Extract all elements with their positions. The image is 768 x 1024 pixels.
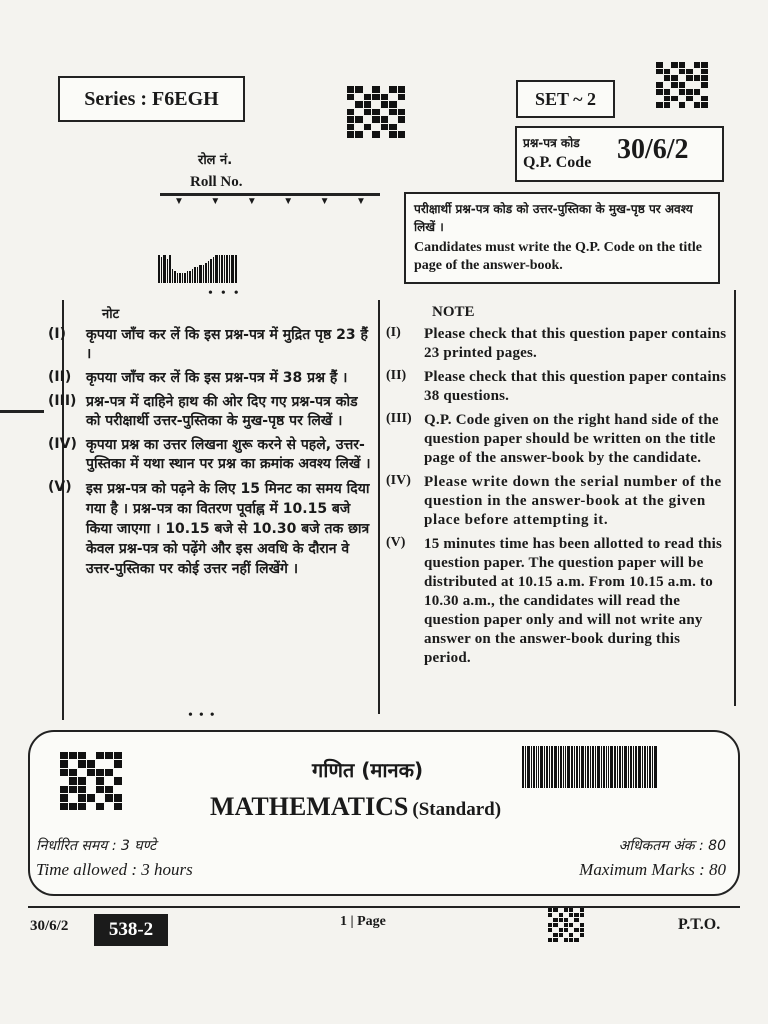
barcode-large-icon	[522, 746, 657, 788]
qr-code-corner-icon	[656, 62, 708, 108]
list-item: (II) Please check that this question paper contains 38 questions.	[386, 368, 727, 404]
list-item: (III) Q.P. Code given on the right hand side of the question paper should be written on the title page of the answer-book by the candidate.	[386, 411, 719, 466]
qp-code-label-hi: प्रश्न-पत्र कोड	[523, 136, 580, 150]
right-column-border	[734, 290, 736, 706]
notes-english-heading: NOTE	[432, 304, 475, 320]
footer-badge: 538-2	[94, 914, 168, 946]
subject-title-hi: गणित (मानक)	[312, 758, 424, 782]
qr-code-subject-icon	[60, 752, 122, 810]
list-item: (IV) Please write down the serial number of the question in the answer-book at the given place before attempting it.	[386, 473, 722, 528]
barcode-small-icon	[158, 255, 237, 283]
candidate-note-box	[404, 192, 720, 284]
qp-code-label-en: Q.P. Code	[523, 154, 592, 171]
list-item: (V) 15 minutes time has been allotted to read this question paper. The question paper will be distributed at 10.15 a.m. From 10.15 a.m. to 10.30 a.m., the candidates will read the question paper only and will not write any answer on the answer-book during this period.	[386, 535, 723, 666]
qr-code-icon	[347, 86, 405, 138]
margin-mark	[0, 410, 44, 413]
qp-code-box	[515, 126, 724, 182]
candidate-note-en: Candidates must write the Q.P. Code on the title page of the answer-book.	[414, 240, 703, 273]
max-marks-en: Maximum Marks : 80	[579, 860, 726, 879]
time-allowed-en: Time allowed : 3 hours	[36, 860, 193, 879]
notes-english	[386, 304, 730, 673]
set-box: SET ~ 2	[516, 80, 615, 118]
dots-decoration: •••	[188, 708, 221, 723]
list-item: (III) प्रश्न-पत्र में दाहिने हाथ की ओर दिए गए प्रश्न-पत्र कोड को परीक्षार्थी उत्तर-पुस्तिका के मुख-पृष्ठ पर लिखें ।	[48, 393, 358, 429]
list-item: (V) इस प्रश्न-पत्र को पढ़ने के लिए 15 मिनट का समय दिया गया है । प्रश्न-पत्र का वितरण पूर्वाह्न में 10.15 बजे किया जाएगा । 10.15 बजे से 10.30 बजे तक छात्र केवल प्रश्न-पत्र को पढ़ेंगे और इस अवधि के दौरान वे उत्तर-पुस्तिका पर कोई उत्तर नहीं लिखेंगे ।	[48, 479, 370, 577]
page-number: 1 | Page	[340, 914, 386, 929]
subject-title-en-sub: (Standard)	[412, 799, 502, 820]
roll-number-boxes: ▼ ▼ ▼ ▼ ▼ ▼	[160, 193, 380, 218]
candidate-note-hi: परीक्षार्थी प्रश्न-पत्र कोड को उत्तर-पुस्तिका के मुख-पृष्ठ पर अवश्य लिखें ।	[414, 202, 693, 234]
footer-rule	[28, 906, 740, 908]
footer-code: 30/6/2	[30, 918, 69, 934]
roll-label-hi: रोल नं.	[198, 153, 233, 168]
subject-title	[210, 792, 501, 822]
roll-label-en: Roll No.	[190, 174, 243, 190]
list-item: (IV) कृपया प्रश्न का उत्तर लिखना शुरू करने से पहले, उत्तर-पुस्तिका में यथा स्थान पर प्रश्न का क्रमांक अवश्य लिखें ।	[48, 436, 371, 472]
list-item: (I) Please check that this question paper contains 23 printed pages.	[386, 325, 727, 361]
time-allowed-hi: निर्धारित समय : 3 घण्टे	[36, 838, 157, 854]
pto-label: P.T.O.	[678, 916, 721, 933]
dots-decoration: •••	[208, 286, 247, 301]
series-box: Series : F6EGH	[58, 76, 245, 122]
qp-code-value: 30/6/2	[617, 134, 689, 165]
notes-hindi-heading: नोट	[102, 307, 120, 322]
list-item: (II) कृपया जाँच कर लें कि इस प्रश्न-पत्र में 38 प्रश्न हैं ।	[48, 369, 348, 386]
center-column-divider	[378, 300, 380, 714]
qr-code-footer-icon	[548, 908, 584, 942]
list-item: (I) कृपया जाँच कर लें कि इस प्रश्न-पत्र में मुद्रित पृष्ठ 23 हैं ।	[48, 326, 368, 362]
notes-hindi	[48, 304, 376, 584]
max-marks-hi: अधिकतम अंक : 80	[618, 838, 726, 854]
subject-box	[28, 730, 740, 896]
subject-title-en: MATHEMATICS	[210, 792, 409, 821]
